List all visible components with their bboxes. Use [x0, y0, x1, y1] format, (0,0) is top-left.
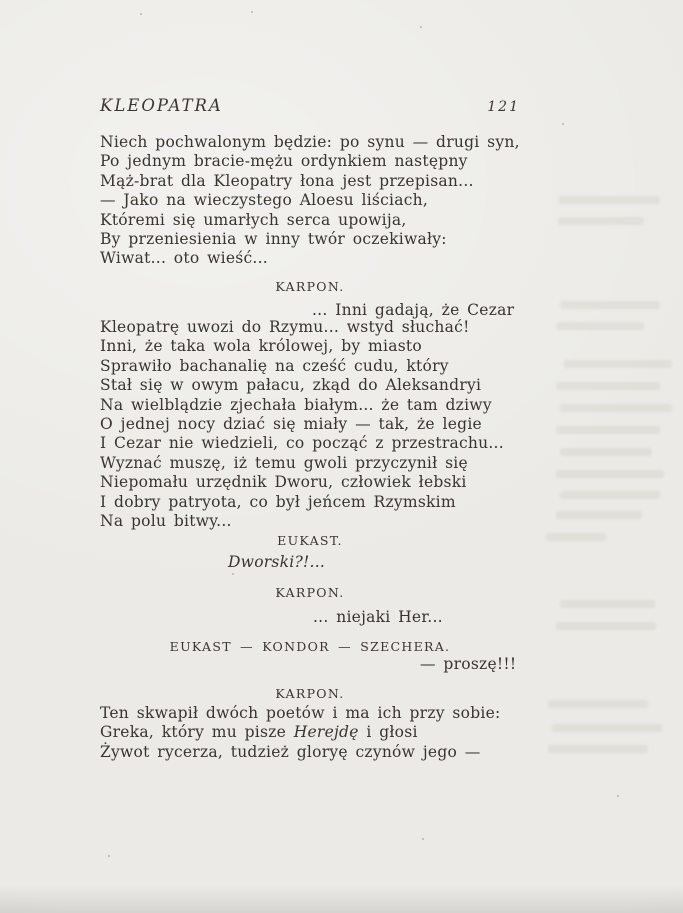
speaker-heading-karpon-1: KARPON.	[275, 279, 345, 294]
verse-line: Któremi się umarłych serca upowija,	[100, 210, 407, 229]
show-through-mark	[560, 404, 672, 412]
verse-line	[100, 723, 540, 742]
verse-line: Wyznać muszę, iż temu gwoli przyczynił się	[100, 453, 468, 472]
speaker-heading-group: EUKAST — KONDOR — SZECHERA.	[169, 639, 451, 654]
verse-line: I dobry patryota, co był jeńcem Rzymskim	[100, 492, 456, 511]
paper-speck	[420, 26, 422, 28]
verse-line-fragment: Greka, który mu pisze	[100, 723, 294, 742]
verse-line: Wiwat... oto wieść...	[100, 249, 268, 268]
verse-line: O jednej nocy dziać się miały — tak, że legie	[100, 414, 482, 433]
verse-line: Mąż-brat dla Kleopatry łona jest przepisan...	[100, 171, 474, 190]
show-through-mark	[560, 491, 660, 499]
verse-line: Stał się w owym pałacu, zkąd do Aleksandryi	[100, 376, 482, 395]
paper-speck	[140, 13, 142, 15]
show-through-mark	[556, 470, 664, 478]
paper-speck	[617, 795, 619, 797]
verse-line: By przeniesienia w inny twór oczekiwały:	[100, 229, 447, 248]
show-through-mark	[548, 700, 648, 708]
verse-line: Ten skwapił dwóch poetów i ma ich przy sobie:	[100, 704, 501, 722]
dialogue-line-karpon-intro: ... Inni gadają, że Cezar	[312, 301, 515, 319]
show-through-mark	[556, 322, 644, 330]
running-head-title: KLEOPATRA	[100, 96, 223, 115]
show-through-mark	[556, 622, 656, 630]
speaker-heading-karpon-2: KARPON.	[275, 585, 345, 600]
show-through-mark	[558, 217, 644, 225]
show-through-mark	[564, 360, 672, 368]
verse-line: Inni, że taka wola królowej, by miasto	[100, 337, 422, 356]
paper-speck	[232, 573, 234, 575]
show-through-mark	[560, 600, 655, 608]
verse-stanza-3	[100, 704, 540, 762]
work-title-herejde: Herejdę	[293, 723, 359, 742]
show-through-mark	[556, 382, 660, 390]
verse-line: Kleopatrę uwozi do Rzymu... wstyd słuchać!	[100, 318, 470, 336]
verse-line: Sprawiło bachanalię na cześć cudu, który	[100, 356, 449, 375]
show-through-mark	[560, 301, 660, 309]
show-through-mark	[560, 448, 652, 456]
dialogue-line-group-reply: — proszę!!!	[420, 655, 517, 673]
paper-speck	[422, 838, 424, 840]
speaker-heading-eukast: EUKAST.	[277, 533, 343, 548]
verse-line: Niepomału urzędnik Dworu, człowiek łebski	[100, 473, 467, 492]
speaker-heading-karpon-3: KARPON.	[275, 686, 345, 701]
paper-speck	[108, 855, 110, 857]
verse-line: Na polu bitwy...	[100, 511, 232, 530]
verse-line: Na wielblądzie zjechała białym... że tam dziwy	[100, 395, 492, 414]
running-head	[100, 96, 520, 115]
show-through-mark	[556, 426, 660, 434]
page-number: 121	[487, 99, 520, 115]
show-through-mark	[548, 745, 648, 753]
show-through-mark	[556, 511, 642, 519]
verse-line: — Jako na wieczystego Aloesu liściach,	[100, 191, 429, 210]
dialogue-line-karpon-reply: ... niejaki Her...	[313, 608, 443, 626]
verse-line: Żywot rycerza, tudzież gloryę czynów jego —	[100, 742, 481, 761]
verse-line: Po jednym bracie-mężu ordynkiem następny	[100, 152, 468, 171]
paper-speck	[251, 11, 253, 13]
paper-speck	[562, 123, 564, 125]
verse-stanza-1	[100, 133, 540, 269]
show-through-mark	[558, 196, 660, 204]
verse-line-fragment: i głosi	[358, 723, 418, 742]
verse-line: Niech pochwalonym będzie: po synu — drugi syn,	[100, 133, 520, 151]
show-through-mark	[546, 533, 606, 541]
dialogue-line-eukast-reply: Dworski?!...	[228, 553, 326, 571]
show-through-mark	[552, 724, 662, 732]
verse-line: I Cezar nie wiedzieli, co począć z przestrachu...	[100, 434, 504, 453]
verse-stanza-2	[100, 318, 540, 531]
